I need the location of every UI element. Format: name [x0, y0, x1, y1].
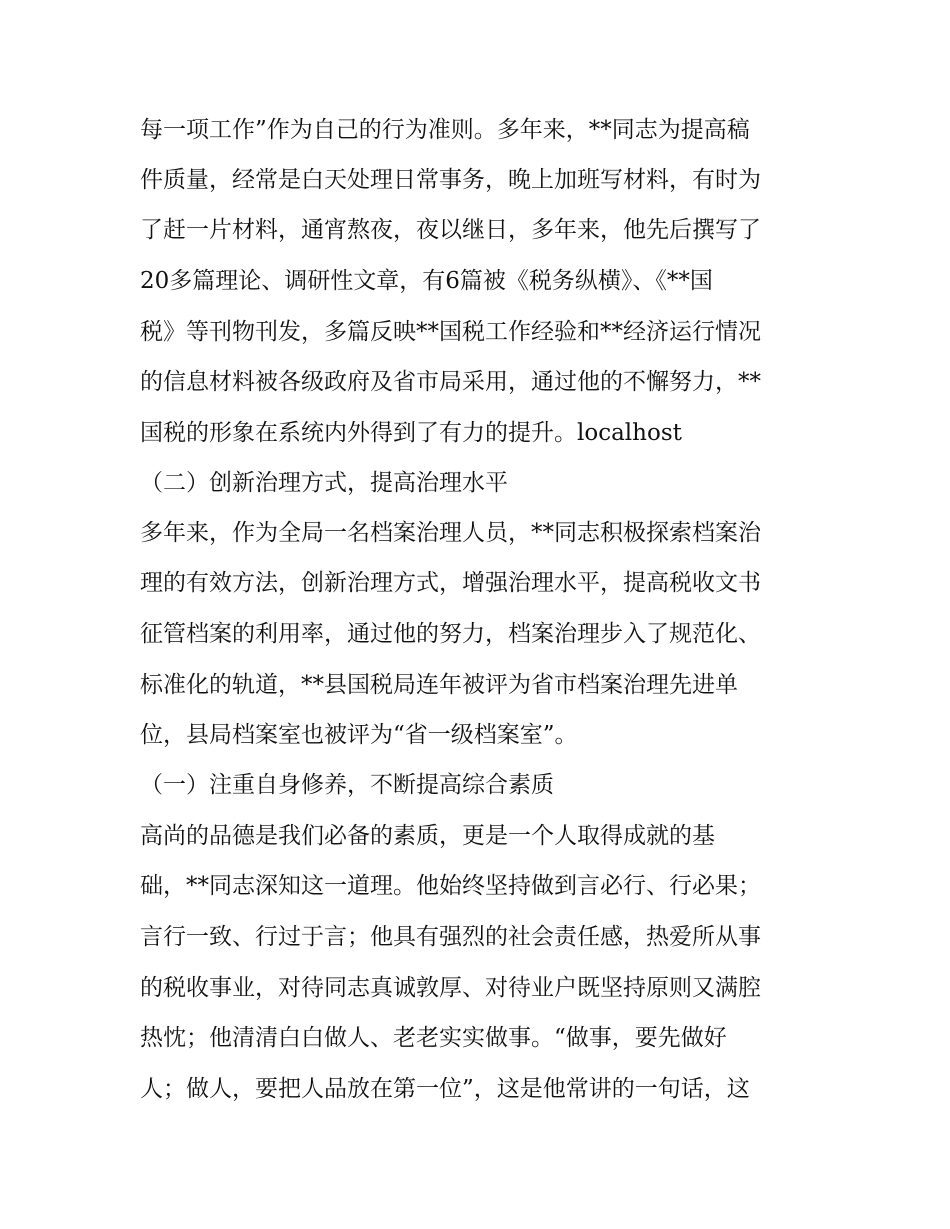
- text-line: 征管档案的利用率，通过他的努力，档案治理步入了规范化、: [140, 621, 761, 647]
- text-line: 高尚的品德是我们必备的素质，更是一个人取得成就的基: [140, 823, 715, 849]
- text-line: 人；做人，要把人品放在第一位”，这是他常讲的一句话，这: [140, 1076, 750, 1102]
- text-line: 件质量，经常是白天处理日常事务，晚上加班写材料，有时为: [140, 167, 761, 193]
- text-line: 位，县局档案室也被评为“省一级档案室”。: [140, 722, 578, 748]
- text-line: 20多篇理论、调研性文章，有6篇被《税务纵横》、《**国: [140, 268, 713, 294]
- text-line: 了赶一片材料，通宵熬夜，夜以继日，多年来，他先后撰写了: [140, 217, 761, 243]
- text-line: 热忱；他清清白白做人、老老实实做事。“做事，要先做好: [140, 1025, 727, 1051]
- text-line: 多年来，作为全局一名档案治理人员，**同志积极探索档案治: [140, 520, 761, 546]
- text-line: 税》等刊物刊发，多篇反映**国税工作经验和**经济运行情况: [140, 319, 761, 345]
- text-line: 础，**同志深知这一道理。他始终坚持做到言必行、行必果；: [140, 873, 761, 899]
- text-line: 理的有效方法，创新治理方式，增强治理水平，提高税收文书: [140, 570, 761, 596]
- text-line: 每一项工作”作为自己的行为准则。多年来，**同志为提高稿: [140, 117, 750, 143]
- section-heading-1: （一）注重自身修养，不断提高综合素质: [140, 772, 554, 798]
- text-line: 国税的形象在系统内外得到了有力的提升。localhost: [140, 420, 682, 446]
- text-line: 的信息材料被各级政府及省市局采用，通过他的不懈努力，**: [140, 369, 761, 395]
- section-heading-2: （二）创新治理方式，提高治理水平: [140, 470, 508, 496]
- text-line: 的税收事业，对待同志真诚敦厚、对待业户既坚持原则又满腔: [140, 975, 761, 1001]
- text-line: 言行一致、行过于言；他具有强烈的社会责任感，热爱所从事: [140, 924, 761, 950]
- text-line: 标准化的轨道，**县国税局连年被评为省市档案治理先进单: [140, 672, 738, 698]
